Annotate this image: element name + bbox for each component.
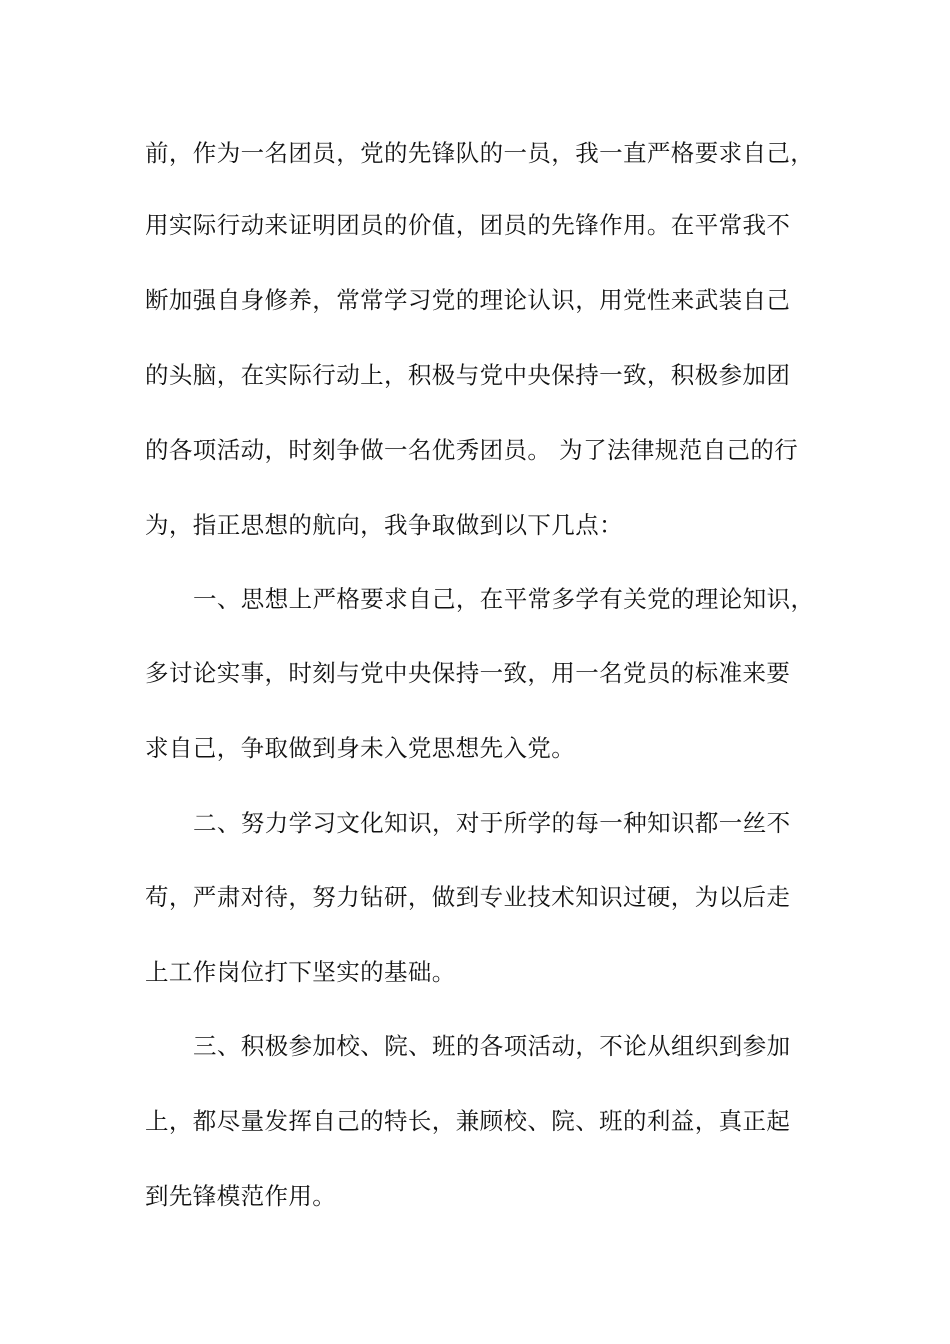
text-line: 上，都尽量发挥自己的特长，兼顾校、院、班的利益，真正起 [145,1107,791,1135]
text-line: 的各项活动，时刻争做一名优秀团员。 为了法律规范自己的行 [145,436,799,464]
text-line: 到先锋模范作用。 [145,1182,337,1210]
text-line: 多讨论实事，时刻与党中央保持一致，用一名党员的标准来要 [145,659,791,687]
text-line: 的头脑，在实际行动上，积极与党中央保持一致，积极参加团 [145,361,791,389]
text-line: 用实际行动来证明团员的价值，团员的先锋作用。在平常我不 [145,211,791,239]
text-line: 上工作岗位打下坚实的基础。 [145,958,456,986]
text-line: 为，指正思想的航向，我争取做到以下几点： [145,511,623,539]
text-line: 前，作为一名团员，党的先锋队的一员，我一直严格要求自己， [145,139,815,167]
paragraph-1-first-line: 一、思想上严格要求自己，在平常多学有关党的理论知识， [193,585,815,613]
paragraph-3-first-line: 三、积极参加校、院、班的各项活动，不论从组织到参加 [193,1032,791,1060]
text-line: 求自己，争取做到身未入党思想先入党。 [145,734,576,762]
paragraph-2-first-line: 二、努力学习文化知识，对于所学的每一种知识都一丝不 [193,809,791,837]
text-line: 苟，严肃对待，努力钻研，做到专业技术知识过硬，为以后走 [145,883,791,911]
text-line: 断加强自身修养，常常学习党的理论认识，用党性来武装自己 [145,286,791,314]
